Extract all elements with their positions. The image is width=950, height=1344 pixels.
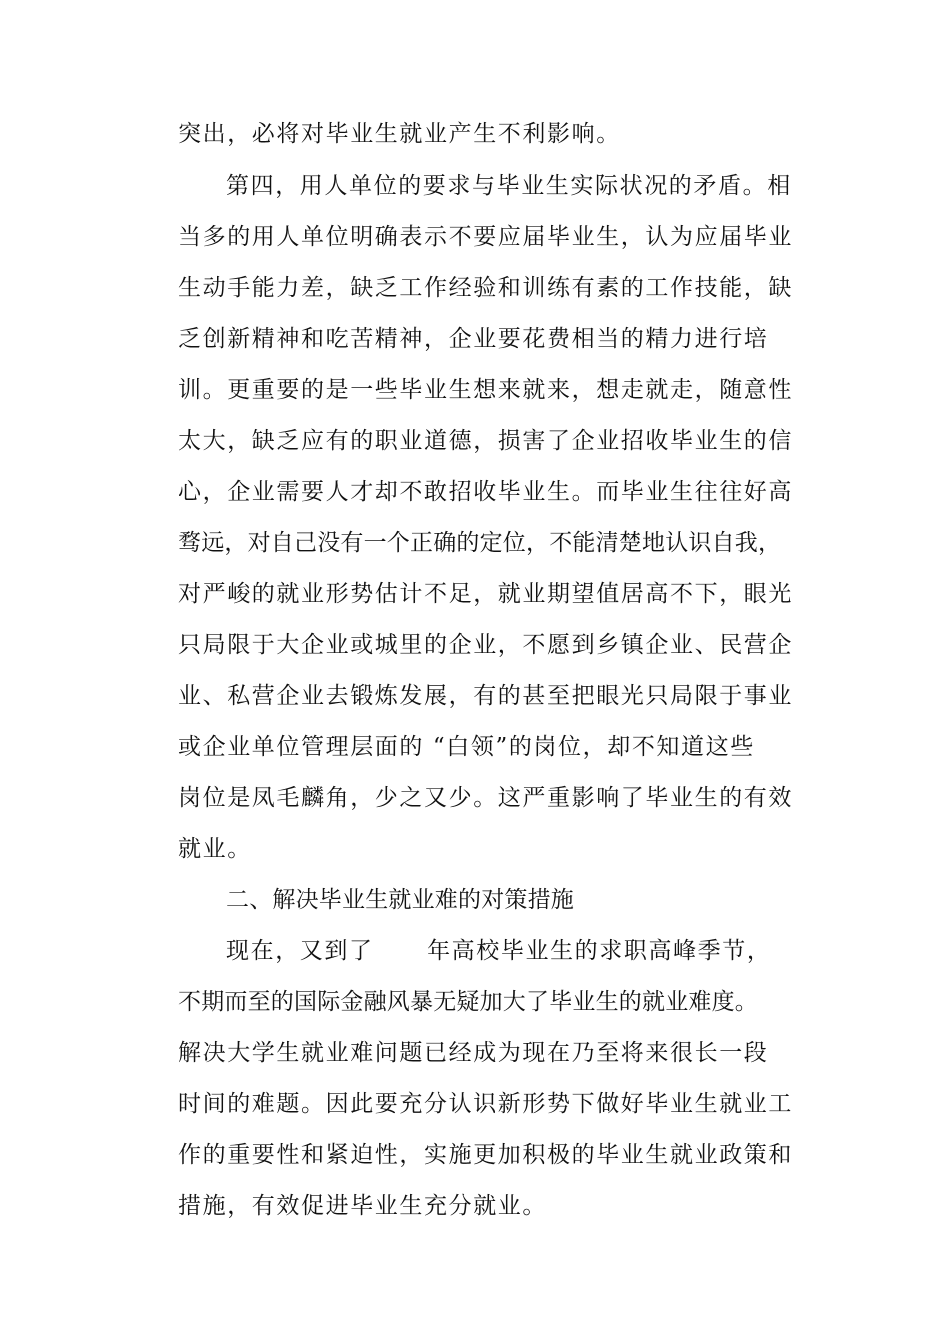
- text-line-20: 时间的难题。因此要充分认识新形势下做好毕业生就业工: [178, 1091, 793, 1117]
- text-line-15: 就业。: [178, 836, 252, 862]
- text-line-10: 对严峻的就业形势估计不足，就业期望值居高不下，眼光: [178, 581, 793, 607]
- text-line-13: 或企业单位管理层面的 “白领”的岗位，却不知道这些: [178, 734, 755, 760]
- text-line-12: 业、私营企业去锻炼发展，有的甚至把眼光只局限于事业: [178, 683, 793, 709]
- text-line-2: 第四，用人单位的要求与毕业生实际状况的矛盾。相: [226, 173, 792, 199]
- text-line-17: 现在，又到了 年高校毕业生的求职高峰季节，: [226, 938, 772, 964]
- text-line-11: 只局限于大企业或城里的企业，不愿到乡镇企业、民营企: [178, 632, 793, 658]
- text-line-18: 不期而至的国际金融风暴无疑加大了毕业生的就业难度。: [178, 989, 758, 1015]
- text-line-3: 当多的用人单位明确表示不要应届毕业生，认为应届毕业: [178, 224, 793, 250]
- text-line-9: 骛远，对自己没有一个正确的定位，不能清楚地认识自我，: [178, 530, 782, 556]
- section-heading: 二、解决毕业生就业难的对策措施: [226, 887, 574, 913]
- text-line-22: 措施，有效促进毕业生充分就业。: [178, 1193, 547, 1219]
- text-line-8: 心，企业需要人才却不敢招收毕业生。而毕业生往往好高: [178, 479, 793, 505]
- text-line-7: 太大，缺乏应有的职业道德，损害了企业招收毕业生的信: [178, 428, 793, 454]
- text-line-5: 乏创新精神和吃苦精神，企业要花费相当的精力进行培: [178, 326, 769, 352]
- text-line-14: 岗位是凤毛麟角，少之又少。这严重影响了毕业生的有效: [178, 785, 793, 811]
- text-line-4: 生动手能力差，缺乏工作经验和训练有素的工作技能，缺: [178, 275, 793, 301]
- text-line-1: 突出，必将对毕业生就业产生不利影响。: [178, 121, 621, 147]
- text-line-6: 训。更重要的是一些毕业生想来就来，想走就走，随意性: [178, 377, 793, 403]
- text-line-21: 作的重要性和紧迫性，实施更加积极的毕业生就业政策和: [178, 1142, 793, 1168]
- text-line-19: 解决大学生就业难问题已经成为现在乃至将来很长一段: [178, 1040, 769, 1066]
